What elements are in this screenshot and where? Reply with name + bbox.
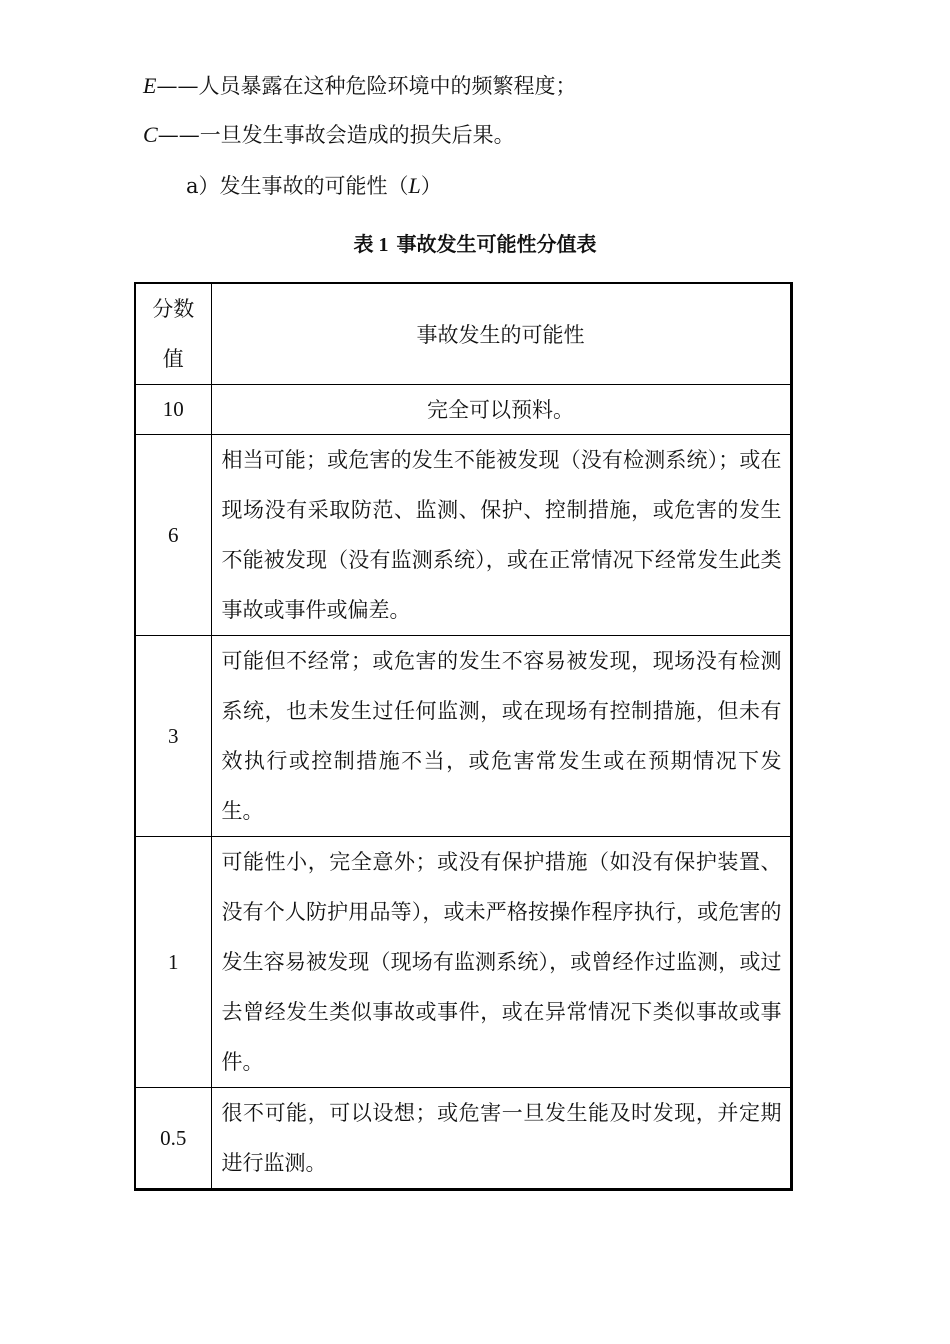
table-header-row bbox=[135, 283, 791, 385]
definition-e bbox=[143, 72, 576, 100]
section-heading-suffix: ） bbox=[420, 174, 442, 198]
section-heading-likelihood bbox=[186, 172, 442, 200]
description-cell: 可能性小，完全意外；或没有保护措施（如没有保护装置、没有个人防护用品等），或未严格按操作程序执行，或危害的发生容易被发现（现场有监测系统），或曾经作过监测，或过去曾经发生类似事故或事件，或在异常情况下类似事故或事件。 bbox=[211, 837, 791, 1088]
score-cell: 1 bbox=[135, 837, 211, 1088]
variable-l: L bbox=[408, 173, 421, 198]
score-cell: 6 bbox=[135, 435, 211, 636]
description-cell: 完全可以预料。 bbox=[211, 385, 791, 435]
section-heading-prefix: a）发生事故的可能性（ bbox=[186, 174, 409, 198]
description-cell: 可能但不经常；或危害的发生不容易被发现，现场没有检测系统，也未发生过任何监测，或在现场有控制措施，但未有效执行或控制措施不当，或危害常发生或在预期情况下发生。 bbox=[211, 636, 791, 837]
table-row bbox=[135, 385, 791, 435]
variable-e: E bbox=[143, 73, 157, 98]
score-cell: 3 bbox=[135, 636, 211, 837]
likelihood-score-table bbox=[134, 282, 793, 1191]
score-cell: 10 bbox=[135, 385, 211, 435]
table-row bbox=[135, 435, 791, 636]
description-cell: 很不可能，可以设想；或危害一旦发生能及时发现，并定期进行监测。 bbox=[211, 1088, 791, 1190]
table-row bbox=[135, 636, 791, 837]
table-row bbox=[135, 1088, 791, 1190]
definition-c-text: ——一旦发生事故会造成的损失后果。 bbox=[157, 123, 515, 147]
table-caption-text: 事故发生可能性分值表 bbox=[396, 232, 597, 256]
table-caption-number: 表 1 bbox=[353, 234, 389, 256]
table-row bbox=[135, 837, 791, 1088]
header-description: 事故发生的可能性 bbox=[211, 283, 791, 385]
definition-c bbox=[143, 121, 515, 149]
variable-c: C bbox=[143, 122, 158, 147]
description-cell: 相当可能；或危害的发生不能被发现（没有检测系统）；或在现场没有采取防范、监测、保护、控制措施，或危害的发生不能被发现（没有监测系统），或在正常情况下经常发生此类事故或事件或偏差。 bbox=[211, 435, 791, 636]
definition-e-text: ——人员暴露在这种危险环境中的频繁程度； bbox=[156, 74, 577, 98]
header-score: 分数值 bbox=[135, 283, 211, 385]
score-cell: 0.5 bbox=[135, 1088, 211, 1190]
table-caption bbox=[0, 230, 950, 259]
